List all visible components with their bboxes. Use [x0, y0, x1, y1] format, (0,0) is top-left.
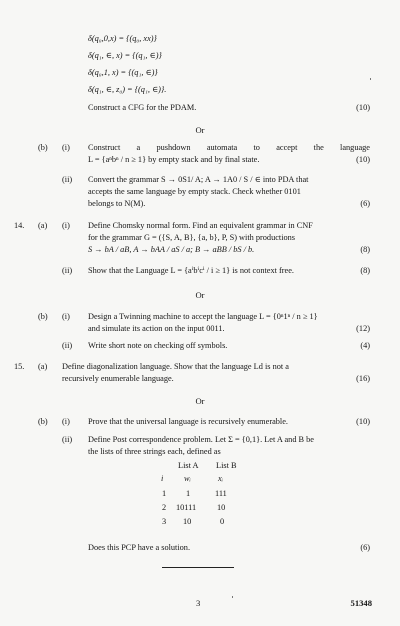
marks-13b-i: (10): [356, 155, 370, 164]
paper-code: 51348: [350, 598, 372, 608]
q13b-i-line1: Construct a pushdown automata to accept the language: [88, 143, 370, 152]
cfg-instruction: Construct a CFG for the PDAM.: [88, 103, 197, 112]
q14a-i-label: (i): [62, 221, 70, 230]
row-3-a: 10: [183, 517, 192, 526]
transition-4: δ(q₁, ∈, z₀) = {(q₁, ∈)}.: [88, 85, 167, 94]
q14b-ii-line1: Write short note on checking off symbols.: [88, 341, 228, 350]
list-a-header: List A: [178, 461, 199, 470]
col-header-x: xᵢ: [218, 474, 223, 483]
q14a-label: (a): [38, 221, 48, 230]
scan-speck: [232, 596, 233, 598]
row-3-i: 3: [162, 517, 167, 526]
row-1-i: 1: [162, 489, 167, 498]
q14b-i-line2: and simulate its action on the input 0011.: [88, 324, 225, 333]
q13b-ii-line1: Convert the grammar S → 0S1/ A; A → 1A0 / S / ∈ into PDA that: [88, 175, 309, 184]
q13b-ii-line3: belongs to N(M).: [88, 199, 146, 208]
pcp-question: Does this PCP have a solution.: [88, 543, 191, 552]
transition-3: δ(q₀,1, x) = {(q₁, ∈)}: [88, 68, 158, 77]
col-header-i: i: [161, 474, 164, 483]
row-2-i: 2: [162, 503, 167, 512]
transition-2: δ(q₁, ∈, x) = {(q₁, ∈)}: [88, 51, 162, 60]
marks-14a-i: (8): [360, 245, 370, 254]
row-1-b: 111: [215, 489, 227, 498]
q14b-label: (b): [38, 312, 48, 321]
page-number: 3: [196, 598, 201, 608]
q15b-ii-label: (ii): [62, 435, 73, 444]
transition-1: δ(q₀,0,x) = {(q₀, xx)}: [88, 34, 157, 43]
row-1-a: 1: [186, 489, 191, 498]
q13b-i-line2: L = {aⁿbⁿ / n ≥ 1} by empty stack and by final state.: [88, 155, 260, 164]
list-b-header: List B: [216, 461, 237, 470]
marks-13b-ii: (6): [360, 199, 370, 208]
q15-number: 15.: [14, 362, 25, 371]
row-2-b: 10: [217, 503, 226, 512]
or-divider-1: Or: [195, 125, 205, 135]
row-3-b: 0: [220, 517, 225, 526]
end-rule: [162, 567, 234, 568]
marks-15b-ii: (6): [360, 543, 370, 552]
q13b-ii-line2: accepts the same language by empty stack. Check whether 0101: [88, 187, 301, 196]
row-2-a: 10111: [176, 503, 197, 512]
q13b-label: (b): [38, 143, 48, 152]
q15a-line1: Define diagonalization language. Show that the language Ld is not a: [62, 362, 289, 371]
col-header-w: wᵢ: [184, 474, 191, 483]
marks-15a: (16): [356, 374, 370, 383]
marks-14b-ii: (4): [360, 341, 370, 350]
q14a-ii-label: (ii): [62, 266, 73, 275]
q15b-ii-line2: the lists of three strings each, defined as: [88, 447, 221, 456]
q14b-i-label: (i): [62, 312, 70, 321]
q14b-ii-label: (ii): [62, 341, 73, 350]
q14a-ii-line1: Show that the Language L = {aⁱbⁱcⁱ / i ≥ 1} is not context free.: [88, 266, 294, 275]
or-divider-3: Or: [195, 396, 205, 406]
marks-15b-i: (10): [356, 417, 370, 426]
marks-13a: (10): [356, 103, 370, 112]
q15a-label: (a): [38, 362, 48, 371]
marks-14a-ii: (8): [360, 266, 370, 275]
q14-number: 14.: [14, 221, 25, 230]
q15b-i-label: (i): [62, 417, 70, 426]
q15b-ii-line1: Define Post correspondence problem. Let Σ = {0,1}. Let A and B be: [88, 435, 314, 444]
scan-speck: [370, 78, 371, 80]
q14b-i-line1: Design a Twinning machine to accept the language L = {0ⁿ1ⁿ / n ≥ 1}: [88, 312, 318, 321]
q13b-ii-label: (ii): [62, 175, 73, 184]
q13b-i-label: (i): [62, 143, 70, 152]
q15a-line2: recursively enumerable language.: [62, 374, 174, 383]
or-divider-2: Or: [195, 290, 205, 300]
marks-14b-i: (12): [356, 324, 370, 333]
q15b-i-line1: Prove that the universal language is recursively enumerable.: [88, 417, 288, 426]
q14a-i-line3: S → bA / aB, A → bAA / aS / a; B → aBB / bS / b.: [88, 245, 255, 254]
q14a-i-line1: Define Chomsky normal form. Find an equivalent grammar in CNF: [88, 221, 313, 230]
q15b-label: (b): [38, 417, 48, 426]
q14a-i-line2: for the grammar G = ({S, A, B}, {a, b}, P, S) with productions: [88, 233, 296, 242]
